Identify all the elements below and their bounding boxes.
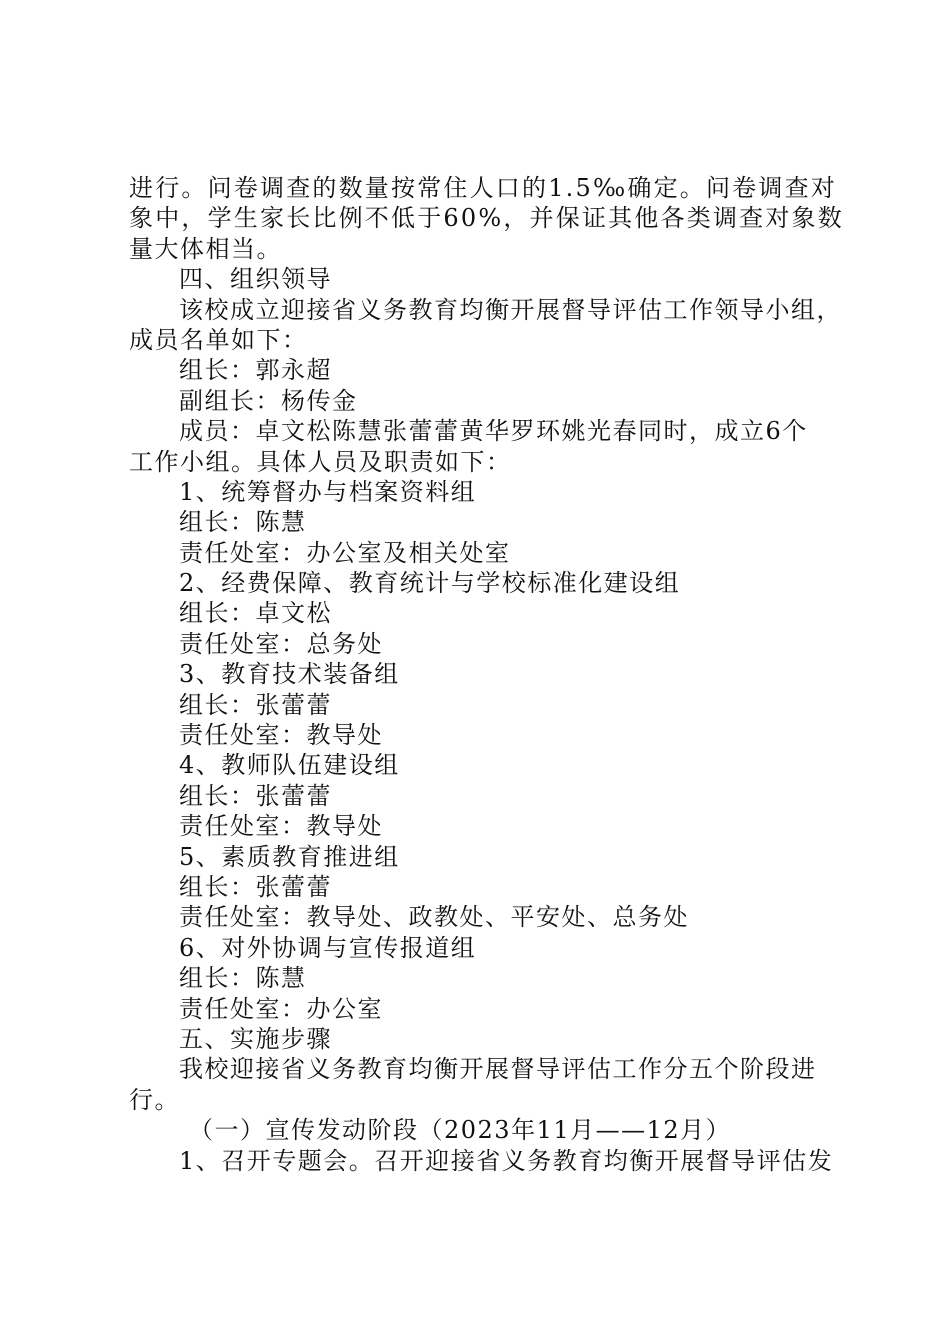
paragraph-line: 象中，学生家长比例不低于60%，并保证其他各类调查对象数 [129, 204, 844, 233]
paragraph-line: 进行。问卷调查的数量按常住人口的1.5‰确定。问卷调查对 [129, 174, 837, 202]
section-heading: 五、实施步骤 [179, 1024, 332, 1053]
list-item: 组长：郭永超 [179, 356, 332, 385]
paragraph-line: 该校成立迎接省义务教育均衡开展督导评估工作领导小组， [179, 295, 842, 324]
list-item: 责任处室：教导处、政教处、平安处、总务处 [179, 903, 689, 932]
paragraph-line: 成员：卓文松陈慧张蕾蕾黄华罗环姚光春同时，成立6个 [179, 417, 808, 446]
group-heading: 2、经费保障、教育统计与学校标准化建设组 [179, 569, 681, 598]
paragraph-line: 成员名单如下： [129, 325, 308, 354]
group-heading: 4、教师队伍建设组 [179, 751, 400, 780]
group-heading: 5、素质教育推进组 [179, 842, 400, 871]
list-item: 责任处室：教导处 [179, 721, 383, 750]
list-item: 组长：张蕾蕾 [179, 781, 332, 810]
subsection-heading: （一）宣传发动阶段（2023年11月——12月） [189, 1116, 732, 1145]
list-item: 组长：张蕾蕾 [179, 872, 332, 901]
section-heading: 四、组织领导 [179, 265, 332, 294]
document-body [129, 173, 844, 1176]
group-heading: 6、对外协调与宣传报道组 [179, 933, 477, 962]
group-heading: 1、统筹督办与档案资料组 [179, 477, 477, 506]
list-item: 组长：陈慧 [179, 508, 307, 537]
paragraph-line: 量大体相当。 [129, 234, 282, 263]
list-item: 组长：陈慧 [179, 964, 307, 993]
list-item: 责任处室：总务处 [179, 629, 383, 658]
list-item: 责任处室：办公室及相关处室 [179, 538, 511, 567]
list-item: 责任处室：办公室 [179, 994, 383, 1023]
paragraph-line: 行。 [129, 1085, 180, 1114]
group-heading: 3、教育技术装备组 [179, 660, 400, 689]
paragraph-line: 我校迎接省义务教育均衡开展督导评估工作分五个阶段进 [179, 1055, 817, 1084]
paragraph-line: 工作小组。具体人员及职责如下： [129, 447, 512, 476]
list-item: 组长：卓文松 [179, 599, 332, 628]
list-item: 责任处室：教导处 [179, 812, 383, 841]
list-item: 副组长：杨传金 [179, 386, 358, 415]
paragraph-line: 1、召开专题会。召开迎接省义务教育均衡开展督导评估发 [179, 1146, 834, 1175]
list-item: 组长：张蕾蕾 [179, 690, 332, 719]
